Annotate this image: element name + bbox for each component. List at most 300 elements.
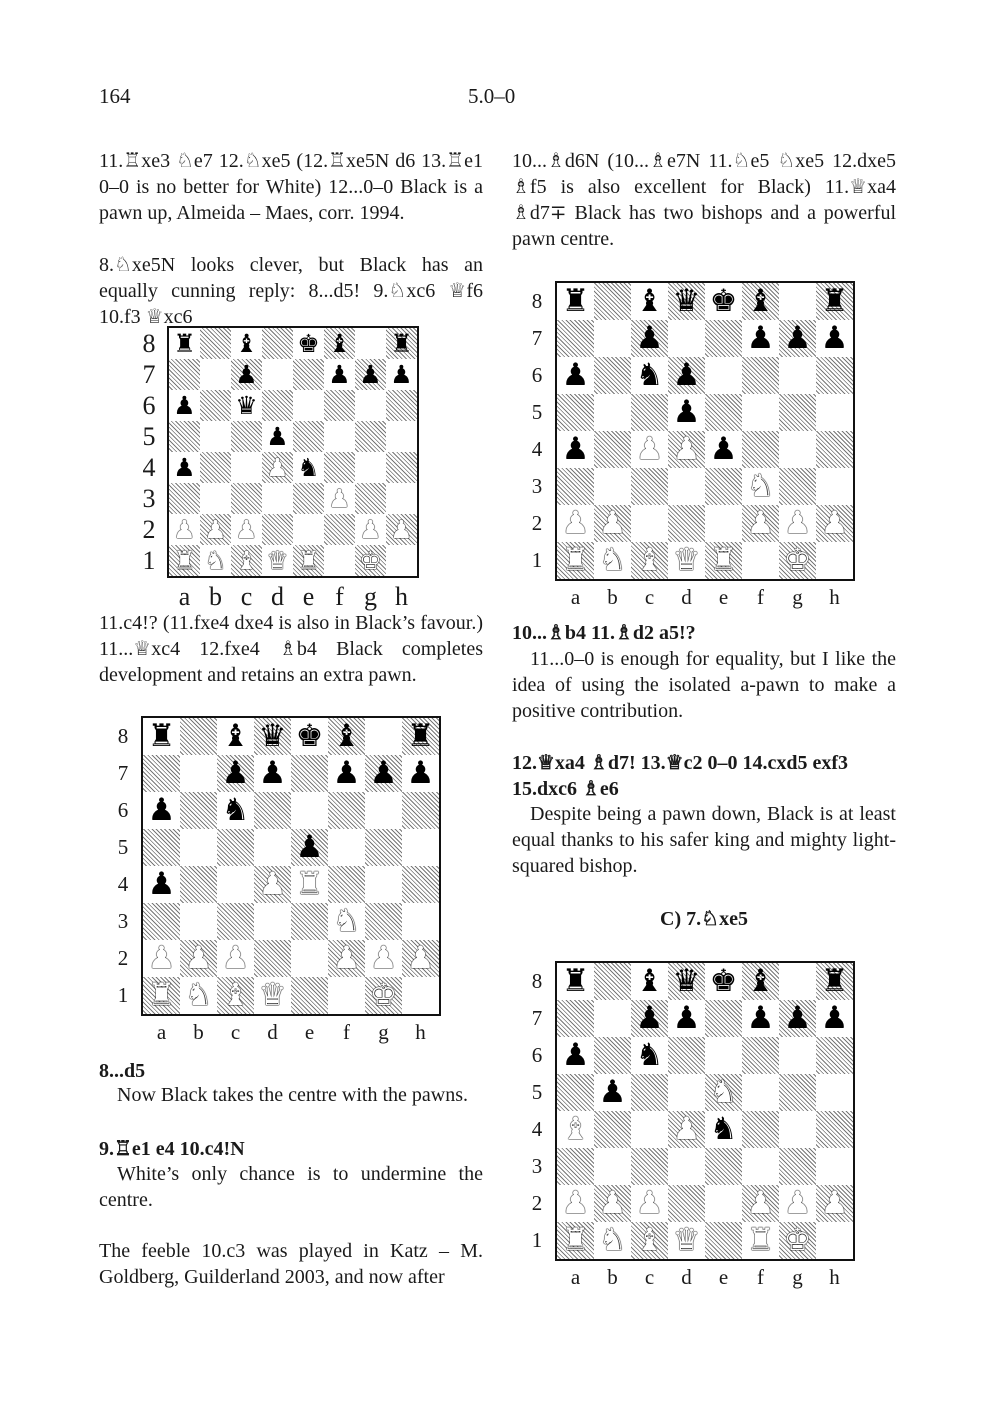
square-d3 xyxy=(254,903,291,940)
rank-label: 3 xyxy=(117,909,129,933)
square-d8 xyxy=(262,328,293,359)
black-pawn-icon: ♟ xyxy=(709,431,738,467)
black-pawn-icon: ♟ xyxy=(173,391,196,420)
square-h2 xyxy=(816,505,853,542)
square-a3 xyxy=(557,468,594,505)
square-e3 xyxy=(705,1148,742,1185)
white-pawn-icon: ♟ xyxy=(746,1185,775,1221)
square-f6 xyxy=(742,1037,779,1074)
square-c5 xyxy=(631,1074,668,1111)
black-queen-icon: ♛ xyxy=(235,391,258,420)
square-b2 xyxy=(594,505,631,542)
rank-label: 3 xyxy=(142,483,156,513)
square-h1 xyxy=(386,545,417,576)
move-heading-3: 10...♗b4 11.♗d2 a5!? xyxy=(512,622,696,644)
white-knight-icon: ♞ xyxy=(332,903,361,939)
left-paragraph-6: The feeble 10.c3 was played in Katz – M. Goldberg, Guilderland 2003, and now after xyxy=(99,1240,483,1288)
square-f8 xyxy=(328,718,365,755)
square-e4 xyxy=(705,431,742,468)
square-a1 xyxy=(169,545,200,576)
square-a7 xyxy=(557,320,594,357)
file-label: g xyxy=(792,1265,803,1289)
square-e1 xyxy=(705,542,742,579)
square-d7 xyxy=(254,755,291,792)
black-pawn-icon: ♟ xyxy=(359,360,382,389)
square-g4 xyxy=(779,1111,816,1148)
square-e8 xyxy=(705,963,742,1000)
left-paragraph-4: Now Black takes the centre with the pawns. xyxy=(117,1084,469,1106)
square-h5 xyxy=(816,1074,853,1111)
black-rook-icon: ♜ xyxy=(561,283,590,319)
black-pawn-icon: ♟ xyxy=(406,755,435,791)
square-h6 xyxy=(816,1037,853,1074)
white-pawn-icon: ♟ xyxy=(184,940,213,976)
black-pawn-icon: ♟ xyxy=(598,1074,627,1110)
square-g2 xyxy=(779,1185,816,1222)
rank-label: 3 xyxy=(531,474,543,498)
square-g8 xyxy=(355,328,386,359)
white-pawn-icon: ♟ xyxy=(820,505,849,541)
white-pawn-icon: ♟ xyxy=(598,1185,627,1221)
white-pawn-icon: ♟ xyxy=(783,505,812,541)
square-e4 xyxy=(705,1111,742,1148)
square-e8 xyxy=(293,328,324,359)
white-pawn-icon: ♟ xyxy=(672,1111,701,1147)
rank-label: 8 xyxy=(531,969,543,993)
square-h2 xyxy=(402,940,439,977)
black-bishop-icon: ♝ xyxy=(221,718,250,754)
square-f4 xyxy=(742,1111,779,1148)
square-d1 xyxy=(668,1222,705,1259)
chessboard xyxy=(167,326,419,578)
square-d7 xyxy=(668,1000,705,1037)
square-d1 xyxy=(262,545,293,576)
file-label: a xyxy=(156,1020,167,1044)
black-knight-icon: ♞ xyxy=(221,792,250,828)
file-label: d xyxy=(681,585,692,609)
square-f3 xyxy=(742,1148,779,1185)
black-pawn-icon: ♟ xyxy=(258,755,287,791)
square-e8 xyxy=(291,718,328,755)
right-paragraph-3: Despite being a pawn down, Black is at least equal thanks to his safer king and mighty light-squared bishop. xyxy=(512,803,896,877)
square-g7 xyxy=(365,755,402,792)
square-c3 xyxy=(231,483,262,514)
square-e5 xyxy=(293,421,324,452)
black-queen-icon: ♛ xyxy=(672,283,701,319)
right-paragraph-2: 11...0–0 is enough for equality, but I like the idea of using the isolated a-pawn to make a positive contribution. xyxy=(512,648,896,722)
square-h8 xyxy=(816,283,853,320)
square-b7 xyxy=(594,1000,631,1037)
square-c7 xyxy=(631,1000,668,1037)
black-pawn-icon: ♟ xyxy=(672,357,701,393)
white-pawn-icon: ♟ xyxy=(561,1185,590,1221)
black-king-icon: ♚ xyxy=(709,963,738,999)
square-e8 xyxy=(705,283,742,320)
square-g4 xyxy=(365,866,402,903)
square-f7 xyxy=(328,755,365,792)
square-a2 xyxy=(143,940,180,977)
square-d3 xyxy=(668,468,705,505)
white-knight-icon: ♞ xyxy=(709,1074,738,1110)
white-pawn-icon: ♟ xyxy=(390,515,413,544)
black-rook-icon: ♜ xyxy=(390,329,413,358)
square-d4 xyxy=(668,431,705,468)
black-pawn-icon: ♟ xyxy=(783,320,812,356)
square-c8 xyxy=(631,283,668,320)
chessboard xyxy=(555,961,855,1261)
square-b3 xyxy=(594,1148,631,1185)
white-rook-icon: ♜ xyxy=(147,977,176,1013)
square-h1 xyxy=(402,977,439,1014)
square-f7 xyxy=(742,1000,779,1037)
square-g7 xyxy=(355,359,386,390)
square-e6 xyxy=(293,390,324,421)
white-bishop-icon: ♝ xyxy=(235,546,258,575)
white-pawn-icon: ♟ xyxy=(406,940,435,976)
square-d5 xyxy=(668,394,705,431)
rank-label: 8 xyxy=(531,289,543,313)
square-h6 xyxy=(402,792,439,829)
square-c5 xyxy=(231,421,262,452)
square-e4 xyxy=(293,452,324,483)
white-pawn-icon: ♟ xyxy=(258,866,287,902)
square-c4 xyxy=(231,452,262,483)
white-pawn-icon: ♟ xyxy=(221,940,250,976)
white-pawn-icon: ♟ xyxy=(332,940,361,976)
square-c1 xyxy=(631,542,668,579)
square-d2 xyxy=(262,514,293,545)
square-d7 xyxy=(668,320,705,357)
square-c3 xyxy=(217,903,254,940)
square-e5 xyxy=(705,394,742,431)
white-rook-icon: ♜ xyxy=(561,542,590,578)
rank-label: 4 xyxy=(142,452,156,482)
file-label: e xyxy=(718,585,729,609)
square-f8 xyxy=(742,963,779,1000)
square-b6 xyxy=(180,792,217,829)
square-c4 xyxy=(631,431,668,468)
square-c6 xyxy=(631,1037,668,1074)
white-bishop-icon: ♝ xyxy=(635,542,664,578)
file-label: f xyxy=(343,1020,350,1044)
black-pawn-icon: ♟ xyxy=(561,357,590,393)
square-g8 xyxy=(779,963,816,1000)
square-h6 xyxy=(816,357,853,394)
square-b8 xyxy=(594,283,631,320)
black-pawn-icon: ♟ xyxy=(266,422,289,451)
square-g6 xyxy=(355,390,386,421)
file-label: f xyxy=(757,1265,764,1289)
square-a5 xyxy=(169,421,200,452)
rank-label: 6 xyxy=(117,798,129,822)
black-bishop-icon: ♝ xyxy=(328,329,351,358)
square-h2 xyxy=(816,1185,853,1222)
white-rook-icon: ♜ xyxy=(173,546,196,575)
file-label: e xyxy=(302,582,315,611)
black-pawn-icon: ♟ xyxy=(672,1000,701,1036)
square-d1 xyxy=(668,542,705,579)
square-e4 xyxy=(291,866,328,903)
square-a3 xyxy=(169,483,200,514)
square-g5 xyxy=(365,829,402,866)
black-pawn-icon: ♟ xyxy=(635,1000,664,1036)
square-e2 xyxy=(705,505,742,542)
square-f5 xyxy=(742,394,779,431)
rank-label: 2 xyxy=(117,946,129,970)
white-rook-icon: ♜ xyxy=(709,542,738,578)
square-c6 xyxy=(631,357,668,394)
black-bishop-icon: ♝ xyxy=(635,963,664,999)
square-a7 xyxy=(557,1000,594,1037)
square-a7 xyxy=(143,755,180,792)
file-label: b xyxy=(193,1020,204,1044)
square-b1 xyxy=(200,545,231,576)
white-pawn-icon: ♟ xyxy=(147,940,176,976)
square-e2 xyxy=(293,514,324,545)
file-label: h xyxy=(415,1020,426,1044)
square-h7 xyxy=(402,755,439,792)
move-heading-1: 8...d5 xyxy=(99,1060,146,1082)
rank-label: 6 xyxy=(142,390,156,420)
square-a5 xyxy=(143,829,180,866)
white-knight-icon: ♞ xyxy=(598,542,627,578)
square-c1 xyxy=(217,977,254,1014)
white-king-icon: ♚ xyxy=(359,546,382,575)
black-rook-icon: ♜ xyxy=(406,718,435,754)
square-e6 xyxy=(705,357,742,394)
square-h5 xyxy=(386,421,417,452)
white-knight-icon: ♞ xyxy=(184,977,213,1013)
rank-label: 1 xyxy=(531,548,543,572)
square-h2 xyxy=(386,514,417,545)
black-knight-icon: ♞ xyxy=(635,357,664,393)
black-knight-icon: ♞ xyxy=(709,1111,738,1147)
white-pawn-icon: ♟ xyxy=(369,940,398,976)
square-e1 xyxy=(291,977,328,1014)
file-label: e xyxy=(304,1020,315,1044)
file-label: f xyxy=(757,585,764,609)
square-g5 xyxy=(779,1074,816,1111)
rank-label: 5 xyxy=(531,400,543,424)
white-pawn-icon: ♟ xyxy=(672,431,701,467)
file-label: g xyxy=(364,582,377,611)
file-label: h xyxy=(829,585,840,609)
square-f1 xyxy=(742,1222,779,1259)
square-b7 xyxy=(594,320,631,357)
left-paragraph-2: 8.♘xe5N looks clever, but Black has an equally cunning reply: 8...d5! 9.♘xc6 ♕f6 10.f3 ♕xc6 xyxy=(99,254,483,328)
square-a2 xyxy=(169,514,200,545)
square-g6 xyxy=(779,357,816,394)
rank-label: 4 xyxy=(531,437,543,461)
square-d6 xyxy=(668,1037,705,1074)
square-b4 xyxy=(594,1111,631,1148)
square-d3 xyxy=(262,483,293,514)
square-f7 xyxy=(324,359,355,390)
square-e7 xyxy=(705,320,742,357)
white-king-icon: ♚ xyxy=(369,977,398,1013)
square-a4 xyxy=(143,866,180,903)
file-label: b xyxy=(607,585,618,609)
square-d6 xyxy=(262,390,293,421)
square-g1 xyxy=(779,1222,816,1259)
square-c2 xyxy=(231,514,262,545)
section-heading: C) 7.♘xe5 xyxy=(660,908,748,930)
black-bishop-icon: ♝ xyxy=(332,718,361,754)
square-b5 xyxy=(200,421,231,452)
square-g8 xyxy=(779,283,816,320)
square-f8 xyxy=(742,283,779,320)
black-knight-icon: ♞ xyxy=(635,1037,664,1073)
rank-label: 8 xyxy=(142,328,156,358)
white-rook-icon: ♜ xyxy=(295,866,324,902)
white-pawn-icon: ♟ xyxy=(783,1185,812,1221)
square-a7 xyxy=(169,359,200,390)
white-rook-icon: ♜ xyxy=(297,546,320,575)
square-g6 xyxy=(365,792,402,829)
chessboard xyxy=(555,281,855,581)
square-g4 xyxy=(355,452,386,483)
square-d2 xyxy=(668,1185,705,1222)
black-rook-icon: ♜ xyxy=(820,283,849,319)
square-e7 xyxy=(293,359,324,390)
file-label: a xyxy=(178,582,191,611)
square-b5 xyxy=(180,829,217,866)
rank-label: 5 xyxy=(117,835,129,859)
chessboard xyxy=(141,716,441,1016)
square-b4 xyxy=(200,452,231,483)
file-label: a xyxy=(570,585,581,609)
square-b3 xyxy=(180,903,217,940)
square-a2 xyxy=(557,505,594,542)
square-d5 xyxy=(668,1074,705,1111)
white-queen-icon: ♛ xyxy=(672,542,701,578)
square-a6 xyxy=(557,357,594,394)
square-c2 xyxy=(631,505,668,542)
square-f5 xyxy=(328,829,365,866)
rank-label: 3 xyxy=(531,1154,543,1178)
square-h4 xyxy=(816,1111,853,1148)
square-d4 xyxy=(262,452,293,483)
square-e7 xyxy=(291,755,328,792)
white-rook-icon: ♜ xyxy=(561,1222,590,1258)
black-bishop-icon: ♝ xyxy=(635,283,664,319)
black-pawn-icon: ♟ xyxy=(221,755,250,791)
rank-label: 8 xyxy=(117,724,129,748)
white-pawn-icon: ♟ xyxy=(820,1185,849,1221)
white-rook-icon: ♜ xyxy=(746,1222,775,1258)
square-f6 xyxy=(324,390,355,421)
square-f5 xyxy=(742,1074,779,1111)
black-rook-icon: ♜ xyxy=(820,963,849,999)
square-f7 xyxy=(742,320,779,357)
square-b6 xyxy=(594,357,631,394)
square-b8 xyxy=(200,328,231,359)
square-h8 xyxy=(386,328,417,359)
square-f1 xyxy=(328,977,365,1014)
left-paragraph-3: 11.c4!? (11.fxe4 dxe4 is also in Black’s favour.) 11...♕xc4 12.fxe4 ♗b4 Black completes development and retains an extra pawn. xyxy=(99,612,483,686)
square-b6 xyxy=(594,1037,631,1074)
square-b7 xyxy=(180,755,217,792)
square-d2 xyxy=(668,505,705,542)
square-a2 xyxy=(557,1185,594,1222)
black-pawn-icon: ♟ xyxy=(561,431,590,467)
square-f2 xyxy=(742,505,779,542)
square-g3 xyxy=(779,468,816,505)
square-b5 xyxy=(594,1074,631,1111)
square-d3 xyxy=(668,1148,705,1185)
square-h8 xyxy=(816,963,853,1000)
square-d4 xyxy=(668,1111,705,1148)
square-f6 xyxy=(742,357,779,394)
white-pawn-icon: ♟ xyxy=(561,505,590,541)
square-b3 xyxy=(200,483,231,514)
square-a8 xyxy=(557,283,594,320)
square-f1 xyxy=(324,545,355,576)
white-pawn-icon: ♟ xyxy=(359,515,382,544)
black-pawn-icon: ♟ xyxy=(328,360,351,389)
file-label: c xyxy=(644,585,655,609)
square-c8 xyxy=(231,328,262,359)
black-pawn-icon: ♟ xyxy=(173,453,196,482)
white-pawn-icon: ♟ xyxy=(746,505,775,541)
rank-label: 1 xyxy=(142,545,156,575)
square-c3 xyxy=(631,468,668,505)
square-d6 xyxy=(668,357,705,394)
white-bishop-icon: ♝ xyxy=(635,1222,664,1258)
black-pawn-icon: ♟ xyxy=(295,829,324,865)
square-g1 xyxy=(355,545,386,576)
square-g5 xyxy=(779,394,816,431)
black-pawn-icon: ♟ xyxy=(147,792,176,828)
square-d5 xyxy=(254,829,291,866)
square-c7 xyxy=(231,359,262,390)
square-h6 xyxy=(386,390,417,421)
square-f8 xyxy=(324,328,355,359)
black-king-icon: ♚ xyxy=(709,283,738,319)
rank-label: 2 xyxy=(142,514,156,544)
square-a4 xyxy=(557,1111,594,1148)
black-bishop-icon: ♝ xyxy=(746,963,775,999)
left-paragraph-1: 11.♖xe3 ♘e7 12.♘xe5 (12.♖xe5N d6 13.♖e1 0–0 is no better for White) 12...0–0 Black is a pawn up, Almeida – Maes, corr. 1994. xyxy=(99,150,483,224)
square-b8 xyxy=(594,963,631,1000)
white-pawn-icon: ♟ xyxy=(635,1185,664,1221)
right-paragraph-1: 10...♗d6N (10...♗e7N 11.♘e5 ♘xe5 12.dxe5 ♗f5 is also excellent for Black) 11.♕xa4 ♗d7∓ Black has two bishops and a powerful pawn centre. xyxy=(512,150,896,250)
white-pawn-icon: ♟ xyxy=(328,484,351,513)
square-c1 xyxy=(231,545,262,576)
square-g8 xyxy=(365,718,402,755)
rank-label: 6 xyxy=(531,363,543,387)
file-label: c xyxy=(230,1020,241,1044)
black-pawn-icon: ♟ xyxy=(235,360,258,389)
square-a4 xyxy=(557,431,594,468)
move-heading-2: 9.♖e1 e4 10.c4!N xyxy=(99,1138,245,1160)
square-b2 xyxy=(180,940,217,977)
square-b1 xyxy=(180,977,217,1014)
square-h3 xyxy=(816,468,853,505)
square-c5 xyxy=(217,829,254,866)
square-h4 xyxy=(402,866,439,903)
file-label: d xyxy=(267,1020,278,1044)
square-e3 xyxy=(705,468,742,505)
square-b8 xyxy=(180,718,217,755)
square-f2 xyxy=(328,940,365,977)
file-label: h xyxy=(829,1265,840,1289)
square-e6 xyxy=(291,792,328,829)
square-h1 xyxy=(816,1222,853,1259)
square-a5 xyxy=(557,1074,594,1111)
square-b5 xyxy=(594,394,631,431)
square-g2 xyxy=(355,514,386,545)
